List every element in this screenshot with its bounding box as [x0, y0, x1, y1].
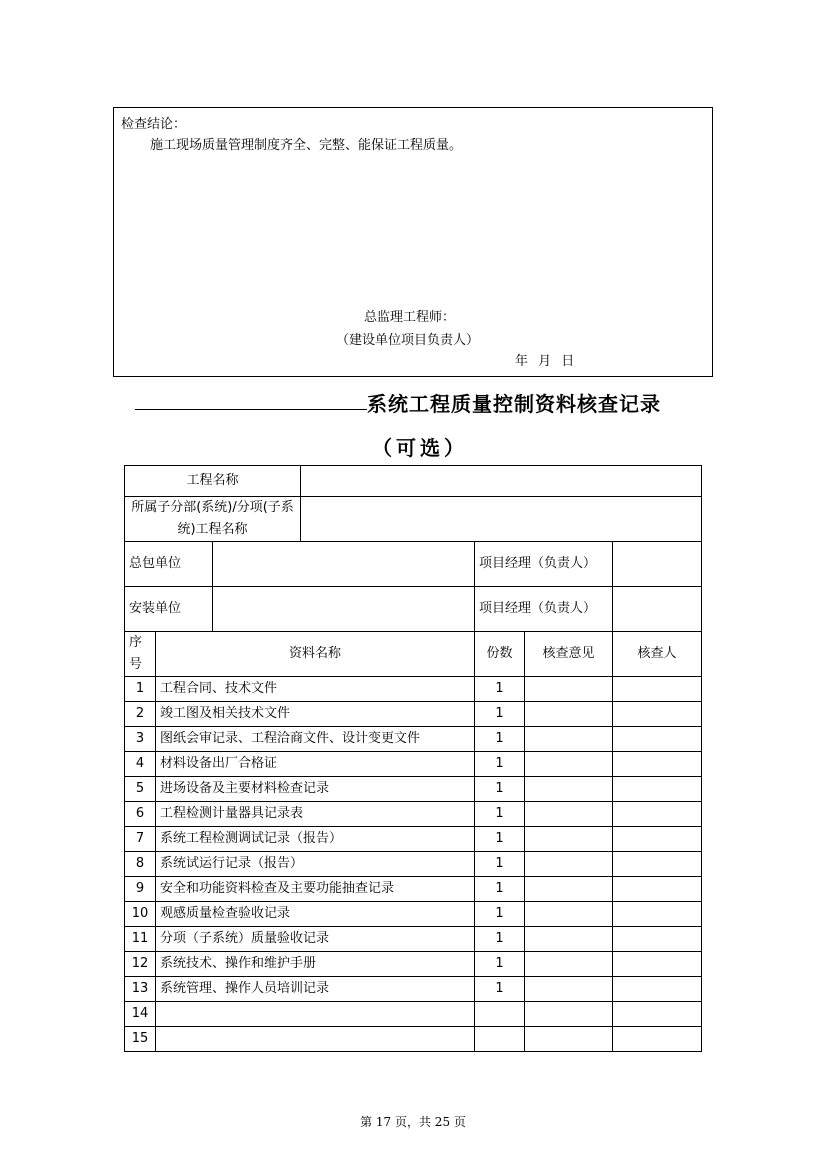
row-copies: 1 [475, 752, 525, 777]
copies-header: 份数 [475, 632, 525, 677]
date-label: 年 月 日 [515, 354, 575, 369]
row-checker-field[interactable] [613, 1002, 702, 1027]
table-row [125, 1027, 702, 1052]
table-row [125, 777, 702, 802]
owner-representative-label: （建设单位项目负责人） [336, 333, 480, 348]
project-manager-field[interactable] [613, 587, 702, 632]
table-row [125, 952, 702, 977]
project-manager-label: 项目经理（负责人） [475, 587, 613, 632]
table-row [125, 1002, 702, 1027]
row-opinion-field[interactable] [525, 977, 613, 1002]
row-checker-field[interactable] [613, 902, 702, 927]
row-document-name: 材料设备出厂合格证 [156, 752, 475, 777]
document-name-header: 资料名称 [156, 632, 475, 677]
row-seq: 13 [125, 977, 156, 1002]
row-opinion-field[interactable] [525, 752, 613, 777]
record-rows [125, 677, 702, 1052]
row-document-name: 系统工程检测调试记录（报告） [156, 827, 475, 852]
row-opinion-field[interactable] [525, 1027, 613, 1052]
row-seq: 1 [125, 677, 156, 702]
project-name-row [125, 466, 702, 497]
conclusion-text: 施工现场质量管理制度齐全、完整、能保证工程质量。 [150, 138, 463, 153]
table-row [125, 827, 702, 852]
installer-field[interactable] [213, 587, 475, 632]
document-title: 系统工程质量控制资料核查记录 [367, 392, 661, 416]
row-opinion-field[interactable] [525, 777, 613, 802]
row-opinion-field[interactable] [525, 727, 613, 752]
table-header-row [125, 632, 702, 677]
row-document-name [156, 1002, 475, 1027]
opinion-header: 核查意见 [525, 632, 613, 677]
table-row [125, 702, 702, 727]
general-contractor-row [125, 542, 702, 587]
row-seq: 2 [125, 702, 156, 727]
row-opinion-field[interactable] [525, 827, 613, 852]
row-copies: 1 [475, 877, 525, 902]
row-checker-field[interactable] [613, 827, 702, 852]
row-document-name: 系统管理、操作人员培训记录 [156, 977, 475, 1002]
row-checker-field[interactable] [613, 752, 702, 777]
table-row [125, 677, 702, 702]
inspection-conclusion-box [113, 107, 713, 377]
row-checker-field[interactable] [613, 952, 702, 977]
row-copies [475, 1027, 525, 1052]
row-opinion-field[interactable] [525, 802, 613, 827]
row-document-name: 图纸会审记录、工程洽商文件、设计变更文件 [156, 727, 475, 752]
row-opinion-field[interactable] [525, 1002, 613, 1027]
row-copies: 1 [475, 927, 525, 952]
row-opinion-field[interactable] [525, 927, 613, 952]
installer-row [125, 587, 702, 632]
table-row [125, 877, 702, 902]
row-opinion-field[interactable] [525, 702, 613, 727]
subdivision-label: 所属子分部(系统)/分项(子系统)工程名称 [125, 497, 301, 542]
row-opinion-field[interactable] [525, 852, 613, 877]
table-row [125, 927, 702, 952]
row-seq: 11 [125, 927, 156, 952]
conclusion-label: 检查结论： [121, 117, 187, 132]
row-opinion-field[interactable] [525, 677, 613, 702]
row-document-name [156, 1027, 475, 1052]
row-document-name: 系统技术、操作和维护手册 [156, 952, 475, 977]
row-checker-field[interactable] [613, 927, 702, 952]
table-row [125, 802, 702, 827]
row-seq: 5 [125, 777, 156, 802]
table-row [125, 977, 702, 1002]
chief-supervisor-signature-label: 总监理工程师： [364, 310, 456, 325]
row-checker-field[interactable] [613, 727, 702, 752]
checker-header: 核查人 [613, 632, 702, 677]
row-document-name: 观感质量检查验收记录 [156, 902, 475, 927]
row-seq: 4 [125, 752, 156, 777]
inspection-record-table [124, 465, 702, 1052]
row-document-name: 工程合同、技术文件 [156, 677, 475, 702]
row-seq: 12 [125, 952, 156, 977]
project-name-field[interactable] [301, 466, 702, 497]
project-name-label: 工程名称 [125, 466, 301, 497]
subdivision-row [125, 497, 702, 542]
project-manager-label: 项目经理（负责人） [475, 542, 613, 587]
row-seq: 8 [125, 852, 156, 877]
row-copies: 1 [475, 977, 525, 1002]
row-copies: 1 [475, 727, 525, 752]
row-opinion-field[interactable] [525, 877, 613, 902]
seq-header: 序号 [125, 632, 156, 677]
row-seq: 6 [125, 802, 156, 827]
table-row [125, 852, 702, 877]
row-copies: 1 [475, 777, 525, 802]
row-seq: 14 [125, 1002, 156, 1027]
page-number: 第 17 页，共 25 页 [360, 1115, 466, 1129]
row-copies: 1 [475, 702, 525, 727]
row-seq: 15 [125, 1027, 156, 1052]
row-copies: 1 [475, 902, 525, 927]
table-row [125, 727, 702, 752]
row-checker-field[interactable] [613, 852, 702, 877]
row-copies: 1 [475, 852, 525, 877]
general-contractor-label: 总包单位 [125, 542, 213, 587]
row-opinion-field[interactable] [525, 952, 613, 977]
row-copies: 1 [475, 952, 525, 977]
row-document-name: 竣工图及相关技术文件 [156, 702, 475, 727]
row-seq: 7 [125, 827, 156, 852]
row-checker-field[interactable] [613, 677, 702, 702]
row-document-name: 安全和功能资料检查及主要功能抽查记录 [156, 877, 475, 902]
row-seq: 9 [125, 877, 156, 902]
row-document-name: 进场设备及主要材料检查记录 [156, 777, 475, 802]
row-copies: 1 [475, 802, 525, 827]
row-checker-field[interactable] [613, 702, 702, 727]
row-document-name: 系统试运行记录（报告） [156, 852, 475, 877]
subdivision-field[interactable] [301, 497, 702, 542]
row-checker-field[interactable] [613, 877, 702, 902]
row-checker-field[interactable] [613, 977, 702, 1002]
row-document-name: 工程检测计量器具记录表 [156, 802, 475, 827]
table-row [125, 902, 702, 927]
row-seq: 10 [125, 902, 156, 927]
row-copies [475, 1002, 525, 1027]
installer-label: 安装单位 [125, 587, 213, 632]
table-row [125, 752, 702, 777]
document-subtitle: （可选） [372, 436, 468, 460]
row-seq: 3 [125, 727, 156, 752]
row-opinion-field[interactable] [525, 902, 613, 927]
row-checker-field[interactable] [613, 1027, 702, 1052]
general-contractor-field[interactable] [213, 542, 475, 587]
row-copies: 1 [475, 677, 525, 702]
row-checker-field[interactable] [613, 777, 702, 802]
row-document-name: 分项（子系统）质量验收记录 [156, 927, 475, 952]
row-copies: 1 [475, 827, 525, 852]
title-underline [135, 409, 367, 410]
row-checker-field[interactable] [613, 802, 702, 827]
project-manager-field[interactable] [613, 542, 702, 587]
